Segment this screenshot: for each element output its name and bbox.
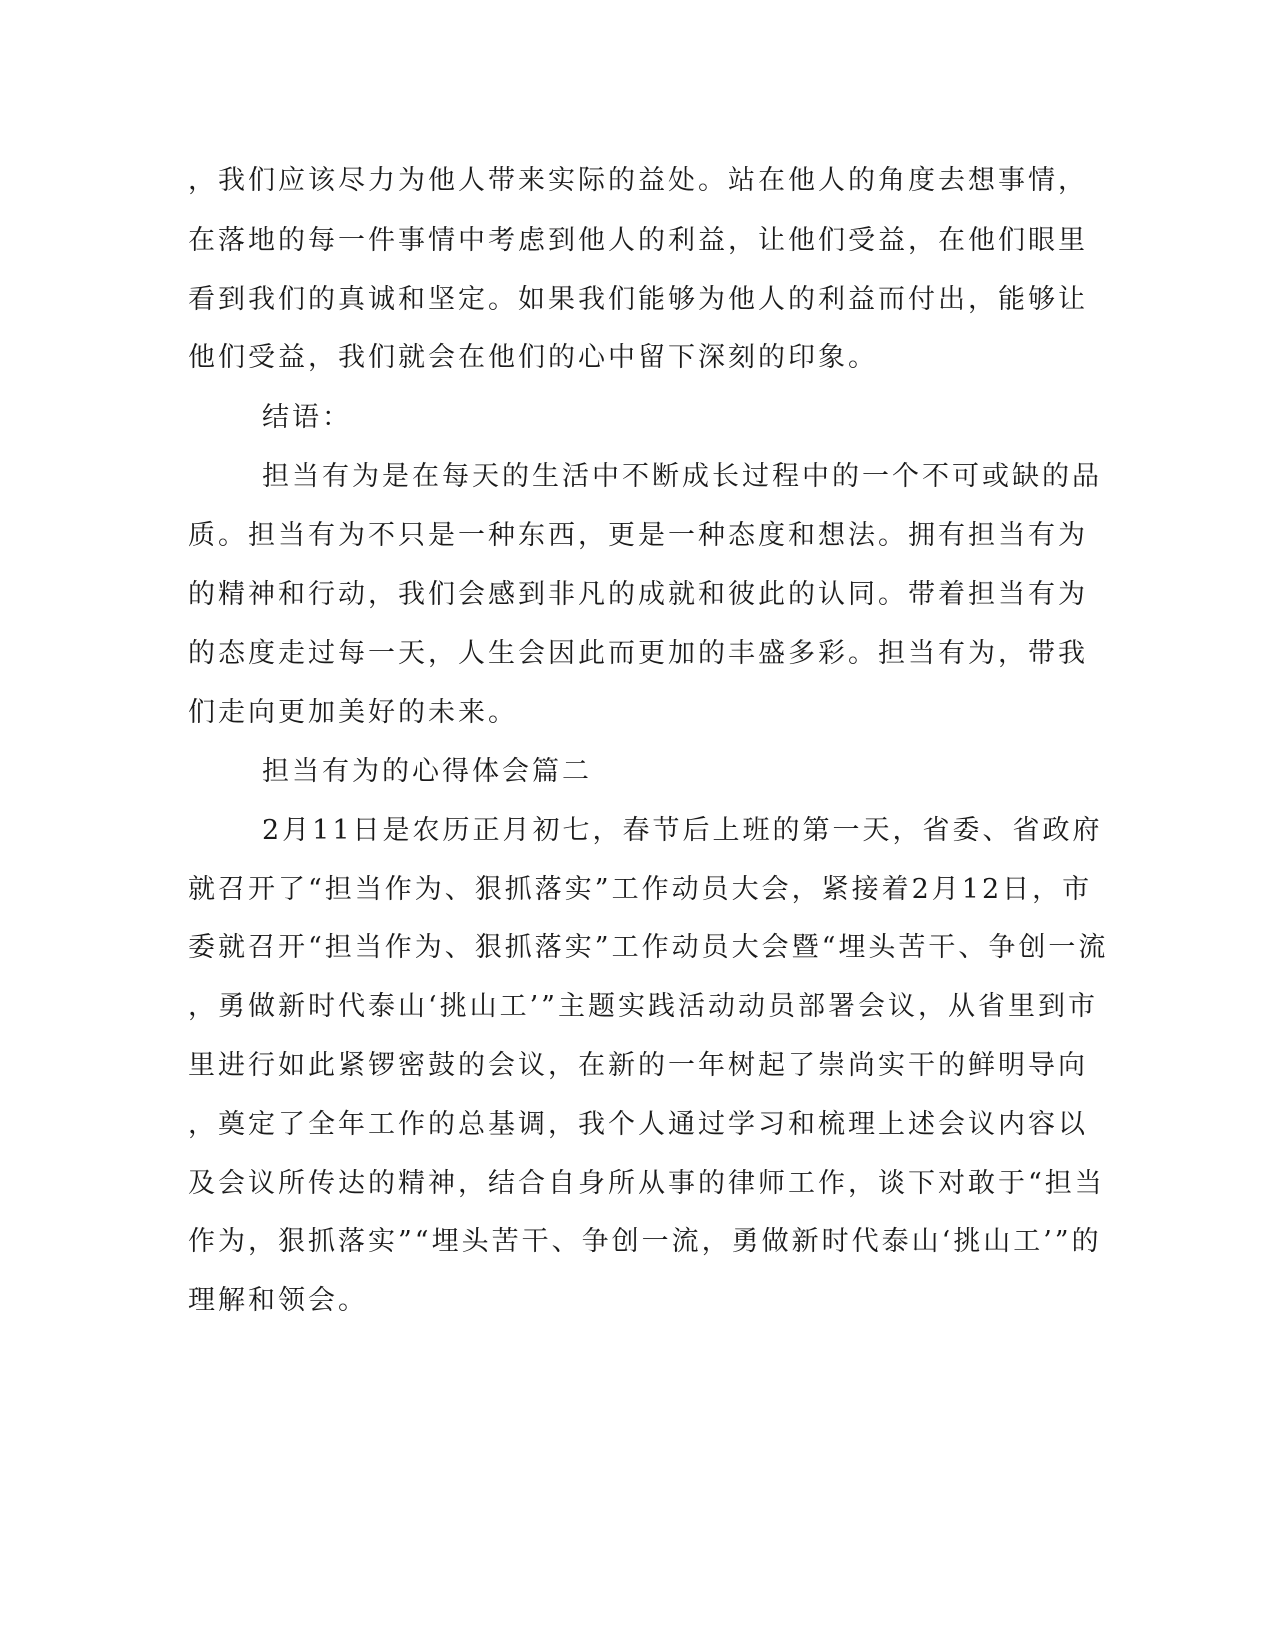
paragraph-line: ，我们应该尽力为他人带来实际的益处。站在他人的角度去想事情， <box>188 165 1088 196</box>
paragraph-line: ，奠定了全年工作的总基调，我个人通过学习和梳理上述会议内容以 <box>188 1109 1088 1140</box>
paragraph-line: ，勇做新时代泰山‘挑山工’”主题实践活动动员部署会议，从省里到市 <box>188 991 1098 1022</box>
section-heading: 结语： <box>262 402 352 433</box>
paragraph-line: 担当有为是在每天的生活中不断成长过程中的一个不可或缺的品 <box>262 461 1102 492</box>
paragraph-line: 的精神和行动，我们会感到非凡的成就和彼此的认同。带着担当有为 <box>188 579 1088 610</box>
paragraph-line: 里进行如此紧锣密鼓的会议，在新的一年树起了崇尚实干的鲜明导向 <box>188 1050 1088 1081</box>
paragraph-line: 及会议所传达的精神，结合自身所从事的律师工作，谈下对敢于“担当 <box>188 1168 1105 1199</box>
paragraph-line: 看到我们的真诚和坚定。如果我们能够为他人的利益而付出，能够让 <box>188 284 1088 315</box>
paragraph-line: 就召开了“担当作为、狠抓落实”工作动员大会，紧接着2月12日，市 <box>188 874 1093 905</box>
paragraph-line: 质。担当有为不只是一种东西，更是一种态度和想法。拥有担当有为 <box>188 520 1088 551</box>
paragraph-line: 作为，狠抓落实”“埋头苦干、争创一流，勇做新时代泰山‘挑山工’”的 <box>188 1226 1102 1257</box>
section-title: 担当有为的心得体会篇二 <box>262 756 592 787</box>
paragraph-line: 理解和领会。 <box>188 1285 368 1316</box>
paragraph-line: 的态度走过每一天，人生会因此而更加的丰盛多彩。担当有为，带我 <box>188 638 1088 669</box>
paragraph-line: 们走向更加美好的未来。 <box>188 697 518 728</box>
paragraph-line: 委就召开“担当作为、狠抓落实”工作动员大会暨“埋头苦干、争创一流 <box>188 932 1109 963</box>
paragraph-line: 2月11日是农历正月初七，春节后上班的第一天，省委、省政府 <box>262 815 1103 846</box>
paragraph-line: 他们受益，我们就会在他们的心中留下深刻的印象。 <box>188 342 878 373</box>
paragraph-line: 在落地的每一件事情中考虑到他人的利益，让他们受益，在他们眼里 <box>188 225 1088 256</box>
